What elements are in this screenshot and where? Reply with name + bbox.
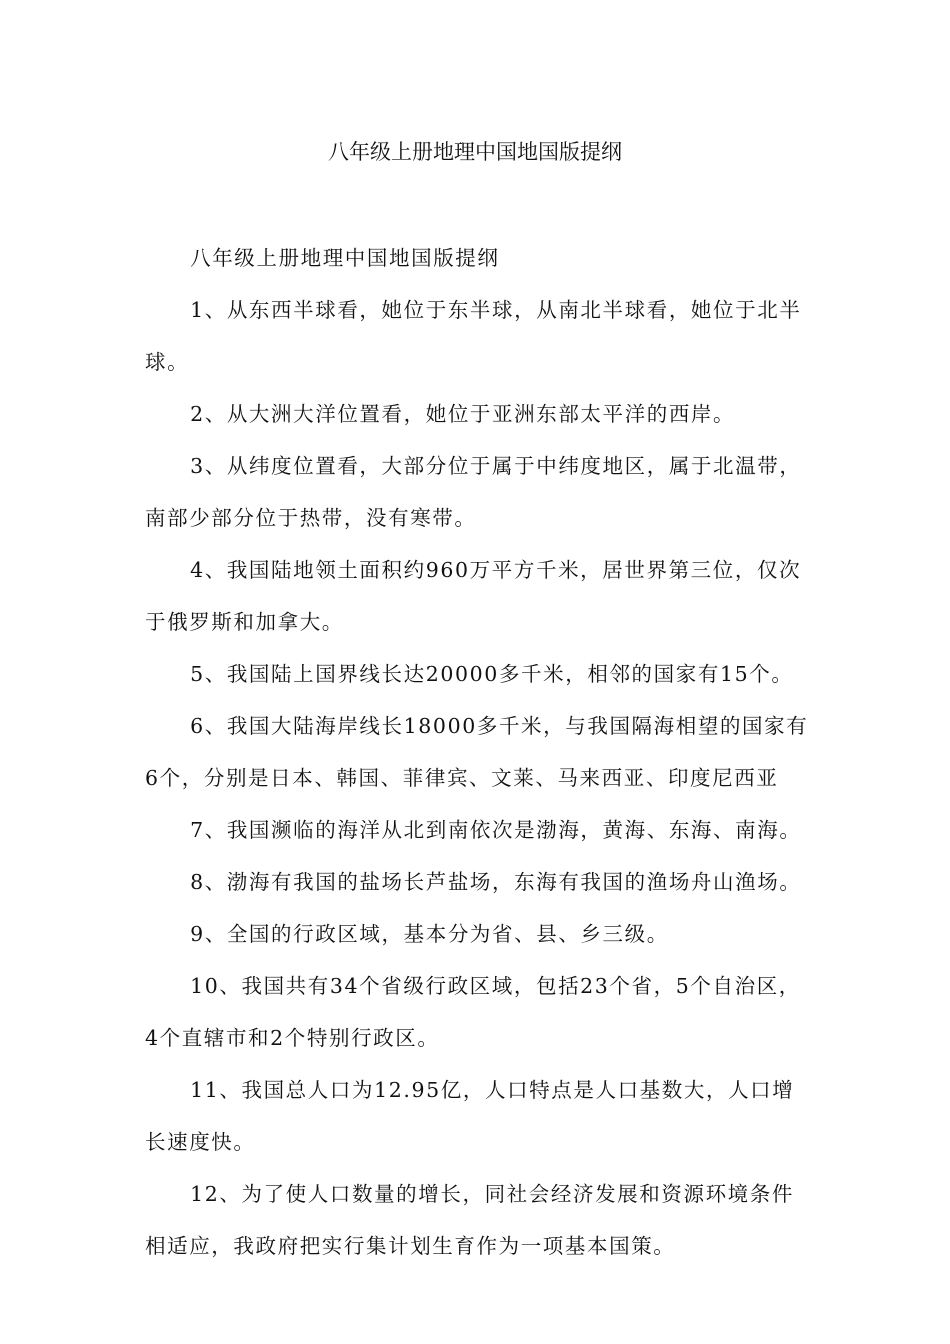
paragraph-item-10: 10、我国共有34个省级行政区域，包括23个省，5个自治区，4个直辖市和2个特别行政区。 [145, 974, 801, 1050]
paragraph-item-2: 2、从大洲大洋位置看，她位于亚洲东部太平洋的西岸。 [190, 402, 736, 426]
document-body [145, 232, 810, 1272]
paragraph-item-3: 3、从纬度位置看，大部分位于属于中纬度地区，属于北温带，南部少部分位于热带，没有寒带。 [145, 454, 802, 530]
paragraph-item-9: 9、全国的行政区域，基本分为省、县、乡三级。 [190, 922, 669, 946]
paragraph-item-5: 5、我国陆上国界线长达20000多千米，相邻的国家有15个。 [190, 662, 794, 686]
paragraph-heading: 八年级上册地理中国地国版提纲 [190, 246, 500, 270]
paragraph-item-4: 4、我国陆地领土面积约960万平方千米，居世界第三位，仅次于俄罗斯和加拿大。 [145, 558, 802, 634]
paragraph-item-11: 11、我国总人口为12.95亿，人口特点是人口基数大，人口增长速度快。 [145, 1078, 795, 1154]
paragraph-item-1: 1、从东西半球看，她位于东半球，从南北半球看，她位于北半球。 [145, 298, 802, 374]
paragraph-item-7: 7、我国濒临的海洋从北到南依次是渤海，黄海、东海、南海。 [190, 818, 802, 842]
document-title: 八年级上册地理中国地国版提纲 [328, 140, 622, 164]
paragraph-item-6: 6、我国大陆海岸线长18000多千米，与我国隔海相望的国家有6个，分别是日本、韩国、菲律宾、文莱、马来西亚、印度尼西亚 [145, 714, 809, 790]
paragraph-item-12: 12、为了使人口数量的增长，同社会经济发展和资源环境条件相适应，我政府把实行集计划生育作为一项基本国策。 [145, 1182, 794, 1258]
paragraph-item-8: 8、渤海有我国的盐场长芦盐场，东海有我国的渔场舟山渔场。 [190, 870, 802, 894]
